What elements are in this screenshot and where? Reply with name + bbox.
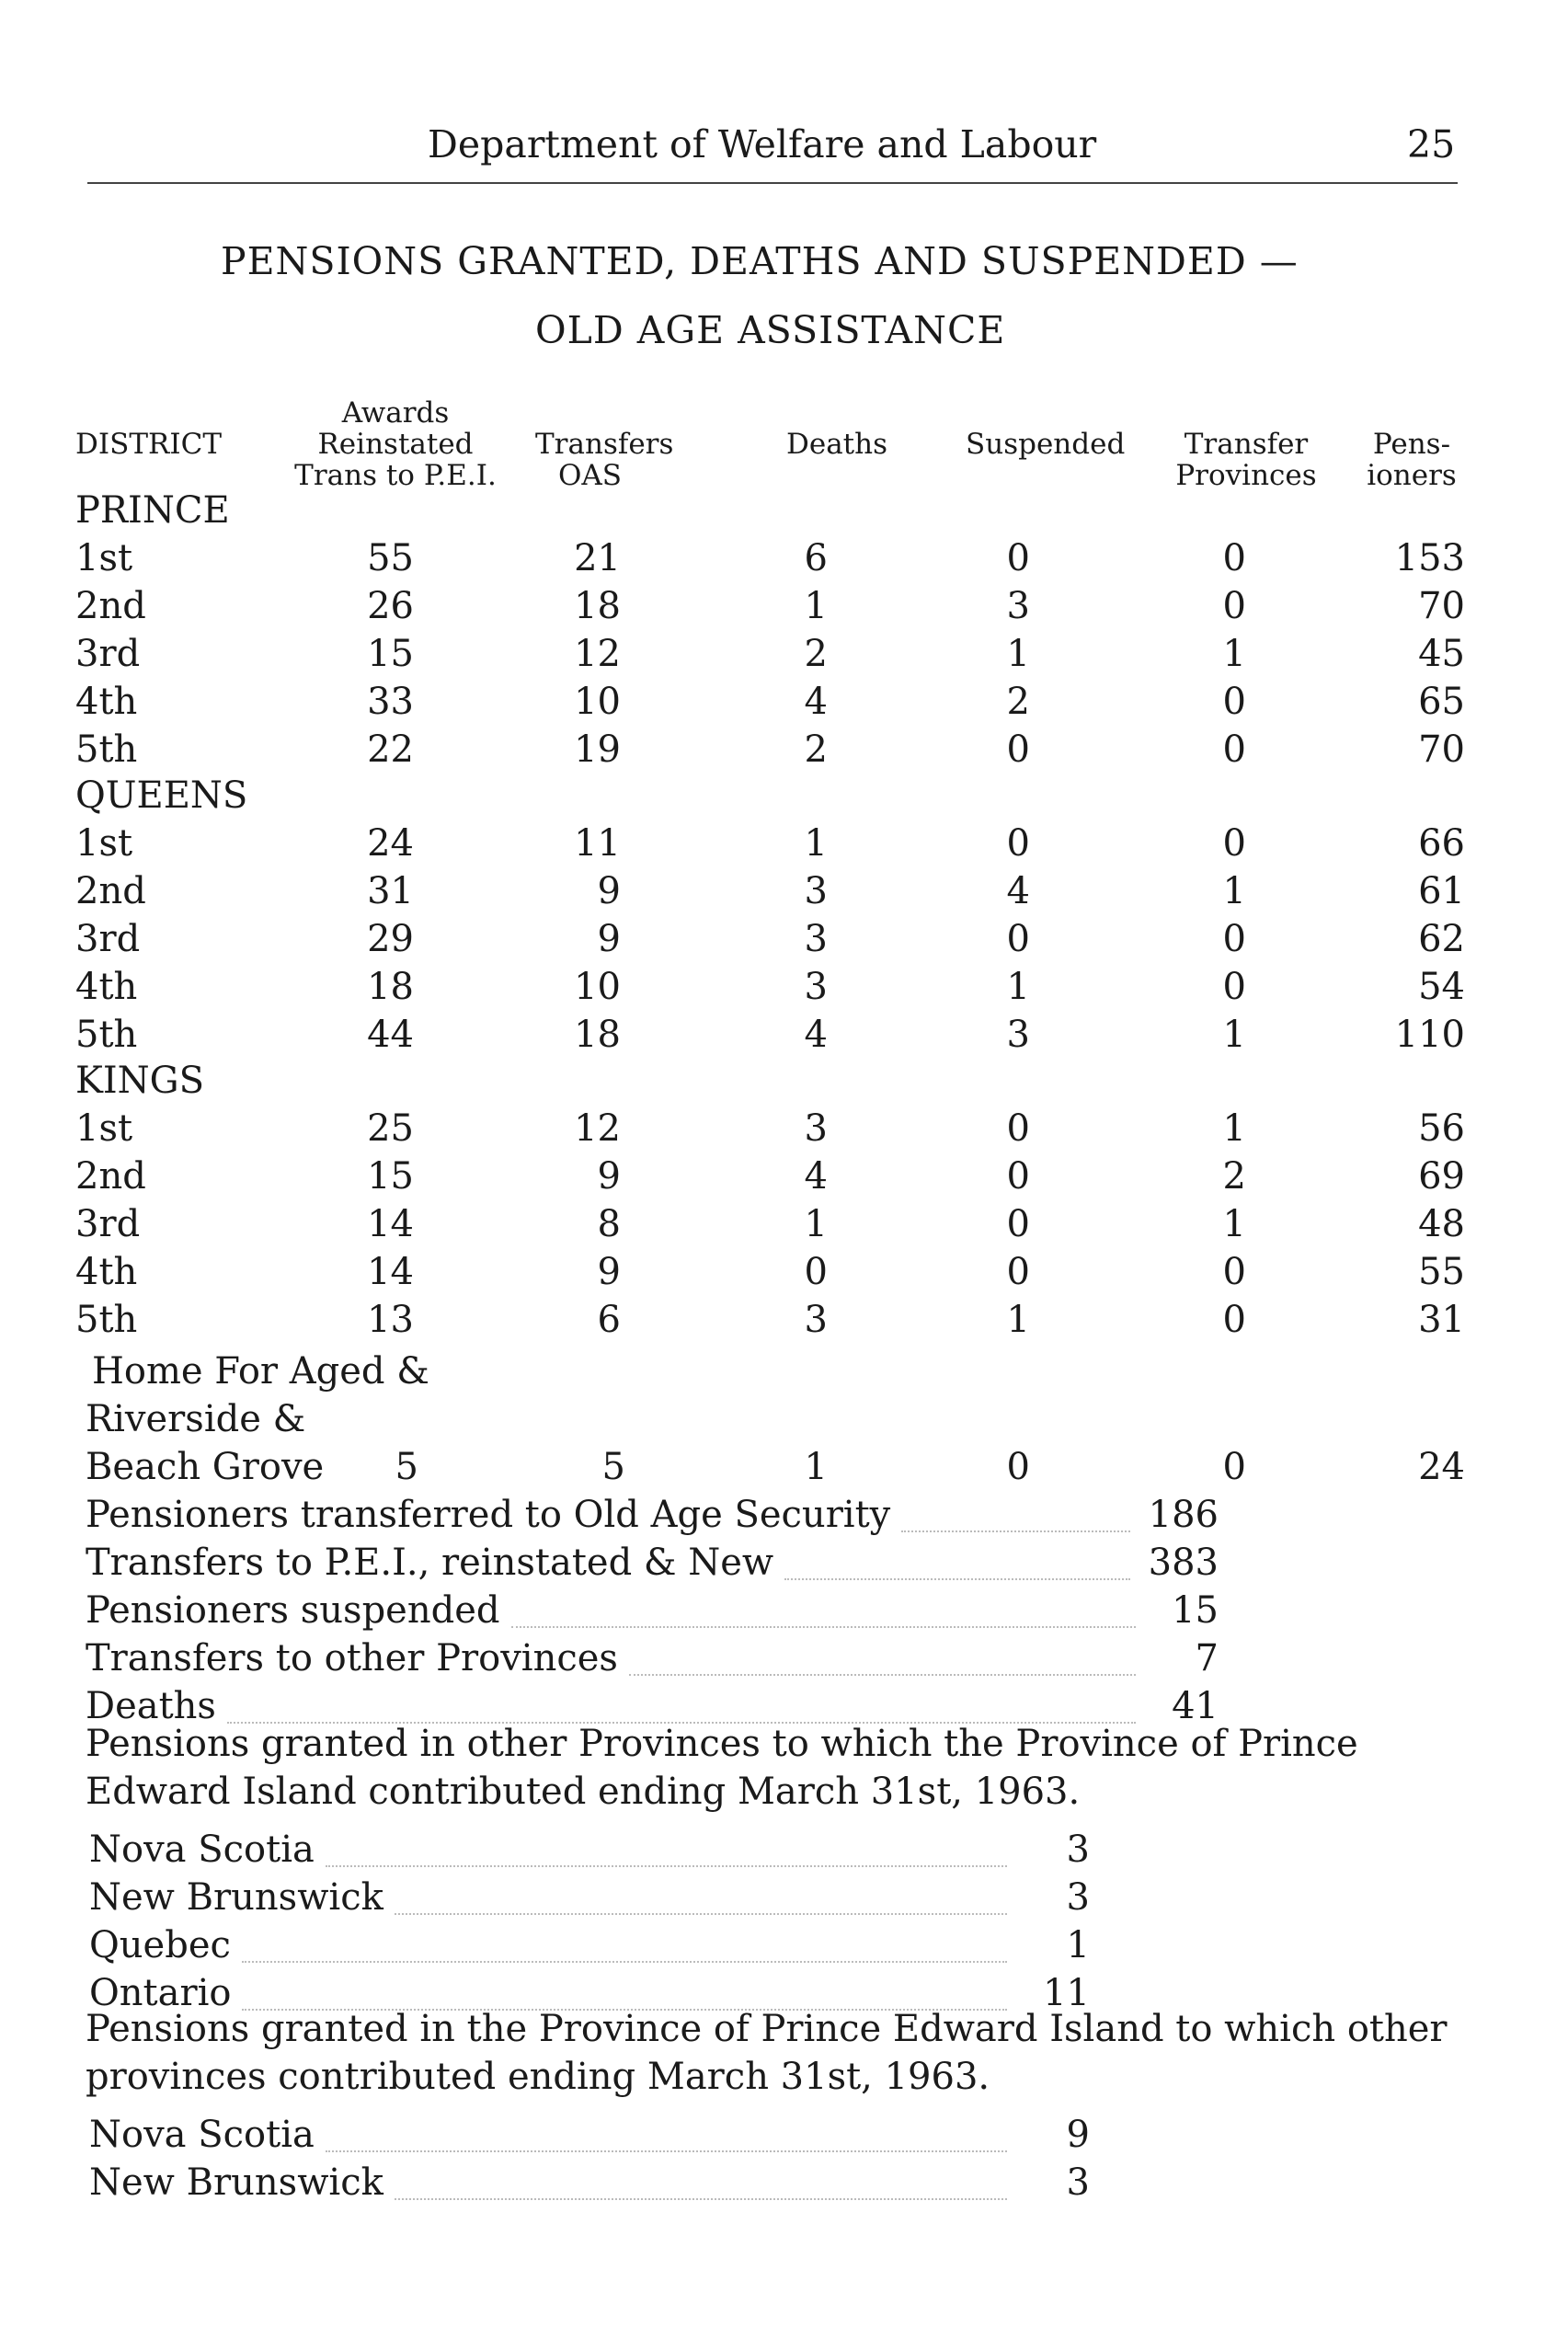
summary-row-label: Transfers to other Provinces [86,1637,618,1679]
col-deaths-header: Deaths [786,428,888,461]
awards-cell: 25 [367,1107,414,1150]
page-number: 25 [1407,122,1456,166]
row-label: 2nd [75,585,146,627]
transfers-cell: 19 [574,728,621,771]
home-suspended-cell: 0 [1006,1446,1030,1488]
transfer-provinces-cell: 2 [1222,1155,1246,1198]
pensioners-cell: 54 [1418,966,1465,1008]
col-transfers-header [535,429,673,491]
province-row-value: 11 [1043,1972,1090,2014]
province-row-value: 3 [1066,1828,1090,1871]
deaths-cell: 1 [804,1203,828,1245]
transfer-provinces-cell: 0 [1222,1299,1246,1341]
home-transfers-cell: 5 [601,1446,625,1488]
awards-cell: 44 [367,1014,414,1056]
dot-leader [784,1578,1130,1580]
district-name: QUEENS [75,774,248,817]
awards-cell: 33 [367,681,414,723]
deaths-cell: 3 [804,1299,828,1341]
suspended-cell: 0 [1006,1155,1030,1198]
deaths-cell: 4 [804,681,828,723]
awards-cell: 26 [367,585,414,627]
summary-row-value: 383 [1148,1542,1219,1584]
awards-cell: 24 [367,822,414,865]
province-row-value: 3 [1066,1876,1090,1919]
transfer-provinces-cell: 0 [1222,681,1246,723]
awards-cell: 31 [367,870,414,912]
province-row [89,1828,1090,1876]
district-name: KINGS [75,1060,205,1102]
row-label: 3rd [75,918,141,960]
suspended-cell: 1 [1006,633,1030,675]
transfers-cell: 10 [574,681,621,723]
transfers-cell: 12 [574,1107,621,1150]
row-label: 1st [75,537,133,579]
transfer-provinces-cell: 1 [1222,633,1246,675]
transfers-cell: 12 [574,633,621,675]
awards-cell: 14 [367,1251,414,1293]
transfer-provinces-cell: 1 [1222,1107,1246,1150]
pensioners-cell: 110 [1394,1014,1465,1056]
dot-leader [629,1674,1136,1676]
suspended-cell: 0 [1006,1251,1030,1293]
deaths-cell: 1 [804,585,828,627]
province-row-label: Quebec [89,1924,231,1966]
province-row-label: Ontario [89,1972,232,2014]
home-label-line: Riverside & [86,1398,306,1440]
transfer-provinces-cell: 1 [1222,870,1246,912]
province-row [89,2114,1090,2161]
dot-leader [326,1865,1007,1867]
summary-row-value: 7 [1195,1637,1219,1679]
deaths-cell: 3 [804,918,828,960]
col-transfer-provinces-header [1168,429,1324,491]
suspended-cell: 0 [1006,1107,1030,1150]
suspended-cell: 0 [1006,918,1030,960]
summary-row [86,1589,1219,1637]
transfer-provinces-cell: 0 [1222,585,1246,627]
pensioners-cell: 66 [1418,822,1465,865]
pensioners-cell: 70 [1418,585,1465,627]
suspended-cell: 0 [1006,537,1030,579]
summary-row [86,1637,1219,1685]
suspended-cell: 2 [1006,681,1030,723]
transfers-cell: 9 [597,870,621,912]
home-label-line: Home For Aged & [92,1350,429,1393]
pensioners-cell: 31 [1418,1299,1465,1341]
awards-cell: 15 [367,633,414,675]
col-transfer-provinces-line: Provinces [1175,459,1317,492]
row-label: 5th [75,1299,138,1341]
dot-leader [511,1626,1136,1628]
dot-leader [901,1530,1130,1532]
transfer-provinces-cell: 0 [1222,1251,1246,1293]
transfers-cell: 21 [574,537,621,579]
pensioners-cell: 55 [1418,1251,1465,1293]
awards-cell: 13 [367,1299,414,1341]
dot-leader [326,2150,1007,2152]
suspended-cell: 0 [1006,822,1030,865]
row-label: 4th [75,681,138,723]
awards-cell: 22 [367,728,414,771]
home-deaths-cell: 1 [804,1446,828,1488]
pensioners-cell: 61 [1418,870,1465,912]
suspended-cell: 3 [1006,585,1030,627]
row-label: 4th [75,966,138,1008]
row-label: 3rd [75,1203,141,1245]
header-rule [87,182,1458,184]
summary-row-value: 15 [1172,1589,1219,1632]
col-transfer-provinces-line: Transfer [1184,428,1309,461]
pensioners-cell: 65 [1418,681,1465,723]
pensioners-cell: 48 [1418,1203,1465,1245]
pensioners-cell: 69 [1418,1155,1465,1198]
pei-province-intro: Pensions granted in the Province of Prince Edward Island to which other provinces contributed ending March 31st, 1963. [86,2008,1448,2098]
dot-leader [395,2198,1007,2200]
pensioners-cell: 62 [1418,918,1465,960]
row-label: 1st [75,1107,133,1150]
province-row-value: 9 [1066,2114,1090,2156]
suspended-cell: 0 [1006,1203,1030,1245]
deaths-cell: 3 [804,966,828,1008]
suspended-cell: 1 [1006,966,1030,1008]
col-pensioners-line: ioners [1367,459,1457,492]
pensioners-cell: 45 [1418,633,1465,675]
deaths-cell: 1 [804,822,828,865]
home-awards-cell: 5 [395,1446,418,1488]
transfers-cell: 8 [597,1203,621,1245]
district-name: PRINCE [75,489,230,532]
row-label: 3rd [75,633,141,675]
row-label: 2nd [75,1155,146,1198]
col-transfers-line: OAS [558,459,623,492]
col-transfers-line: Transfers [535,428,674,461]
suspended-cell: 0 [1006,728,1030,771]
province-row [89,2161,1090,2209]
row-label: 1st [75,822,133,865]
deaths-cell: 4 [804,1155,828,1198]
awards-cell: 14 [367,1203,414,1245]
col-suspended-header: Suspended [966,428,1126,461]
summary-row-label: Pensioners suspended [86,1589,500,1632]
transfers-cell: 11 [574,822,621,865]
col-awards-header [267,397,524,491]
col-district-header: DISTRICT [75,428,222,461]
transfers-cell: 9 [597,1251,621,1293]
transfers-cell: 9 [597,1155,621,1198]
home-label-line: Beach Grove [86,1446,325,1488]
deaths-cell: 2 [804,728,828,771]
summary-row-value: 186 [1148,1494,1219,1536]
col-awards-line: Awards [341,396,450,430]
dot-leader [242,1961,1007,1963]
transfer-provinces-cell: 0 [1222,918,1246,960]
province-row-value: 3 [1066,2161,1090,2204]
awards-cell: 55 [367,537,414,579]
transfers-cell: 9 [597,918,621,960]
province-row-value: 1 [1066,1924,1090,1966]
deaths-cell: 3 [804,1107,828,1150]
transfer-provinces-cell: 0 [1222,537,1246,579]
province-row-label: New Brunswick [89,1876,383,1919]
transfer-provinces-cell: 1 [1222,1203,1246,1245]
col-pensioners-header [1361,429,1462,491]
awards-cell: 29 [367,918,414,960]
deaths-cell: 2 [804,633,828,675]
col-pensioners-line: Pens- [1372,428,1451,461]
summary-row-label: Pensioners transferred to Old Age Security [86,1494,891,1536]
transfers-cell: 18 [574,585,621,627]
running-header: Department of Welfare and Labour [428,122,1097,166]
row-label: 5th [75,1014,138,1056]
province-row [89,1924,1090,1972]
province-row-label: New Brunswick [89,2161,383,2204]
home-transfer-provinces-cell: 0 [1222,1446,1246,1488]
transfers-cell: 6 [597,1299,621,1341]
pensioners-cell: 153 [1394,537,1465,579]
transfer-provinces-cell: 0 [1222,966,1246,1008]
row-label: 5th [75,728,138,771]
row-label: 2nd [75,870,146,912]
pensioners-cell: 70 [1418,728,1465,771]
suspended-cell: 4 [1006,870,1030,912]
transfer-provinces-cell: 0 [1222,728,1246,771]
suspended-cell: 1 [1006,1299,1030,1341]
deaths-cell: 0 [804,1251,828,1293]
col-awards-line: Trans to P.E.I. [294,459,497,492]
province-row-label: Nova Scotia [89,1828,315,1871]
home-pensioners-cell: 24 [1418,1446,1465,1488]
col-awards-line: Reinstated [317,428,474,461]
summary-row-label: Deaths [86,1685,216,1727]
table-title: PENSIONS GRANTED, DEATHS AND SUSPENDED — [221,239,1299,283]
row-label: 4th [75,1251,138,1293]
deaths-cell: 6 [804,537,828,579]
summary-row-label: Transfers to P.E.I., reinstated & New [86,1542,774,1584]
suspended-cell: 3 [1006,1014,1030,1056]
transfer-provinces-cell: 0 [1222,822,1246,865]
province-row-label: Nova Scotia [89,2114,315,2156]
pensioners-cell: 56 [1418,1107,1465,1150]
transfer-provinces-cell: 1 [1222,1014,1246,1056]
summary-row [86,1494,1219,1542]
deaths-cell: 3 [804,870,828,912]
table-subtitle: OLD AGE ASSISTANCE [535,308,1006,352]
awards-cell: 15 [367,1155,414,1198]
awards-cell: 18 [367,966,414,1008]
other-provinces-intro: Pensions granted in other Provinces to which the Province of Prince Edward Island contributed ending March 31st, 1963. [86,1723,1358,1813]
dot-leader [395,1913,1007,1915]
transfers-cell: 10 [574,966,621,1008]
deaths-cell: 4 [804,1014,828,1056]
summary-row-value: 41 [1172,1685,1219,1727]
transfers-cell: 18 [574,1014,621,1056]
province-row [89,1876,1090,1924]
summary-row [86,1542,1219,1589]
